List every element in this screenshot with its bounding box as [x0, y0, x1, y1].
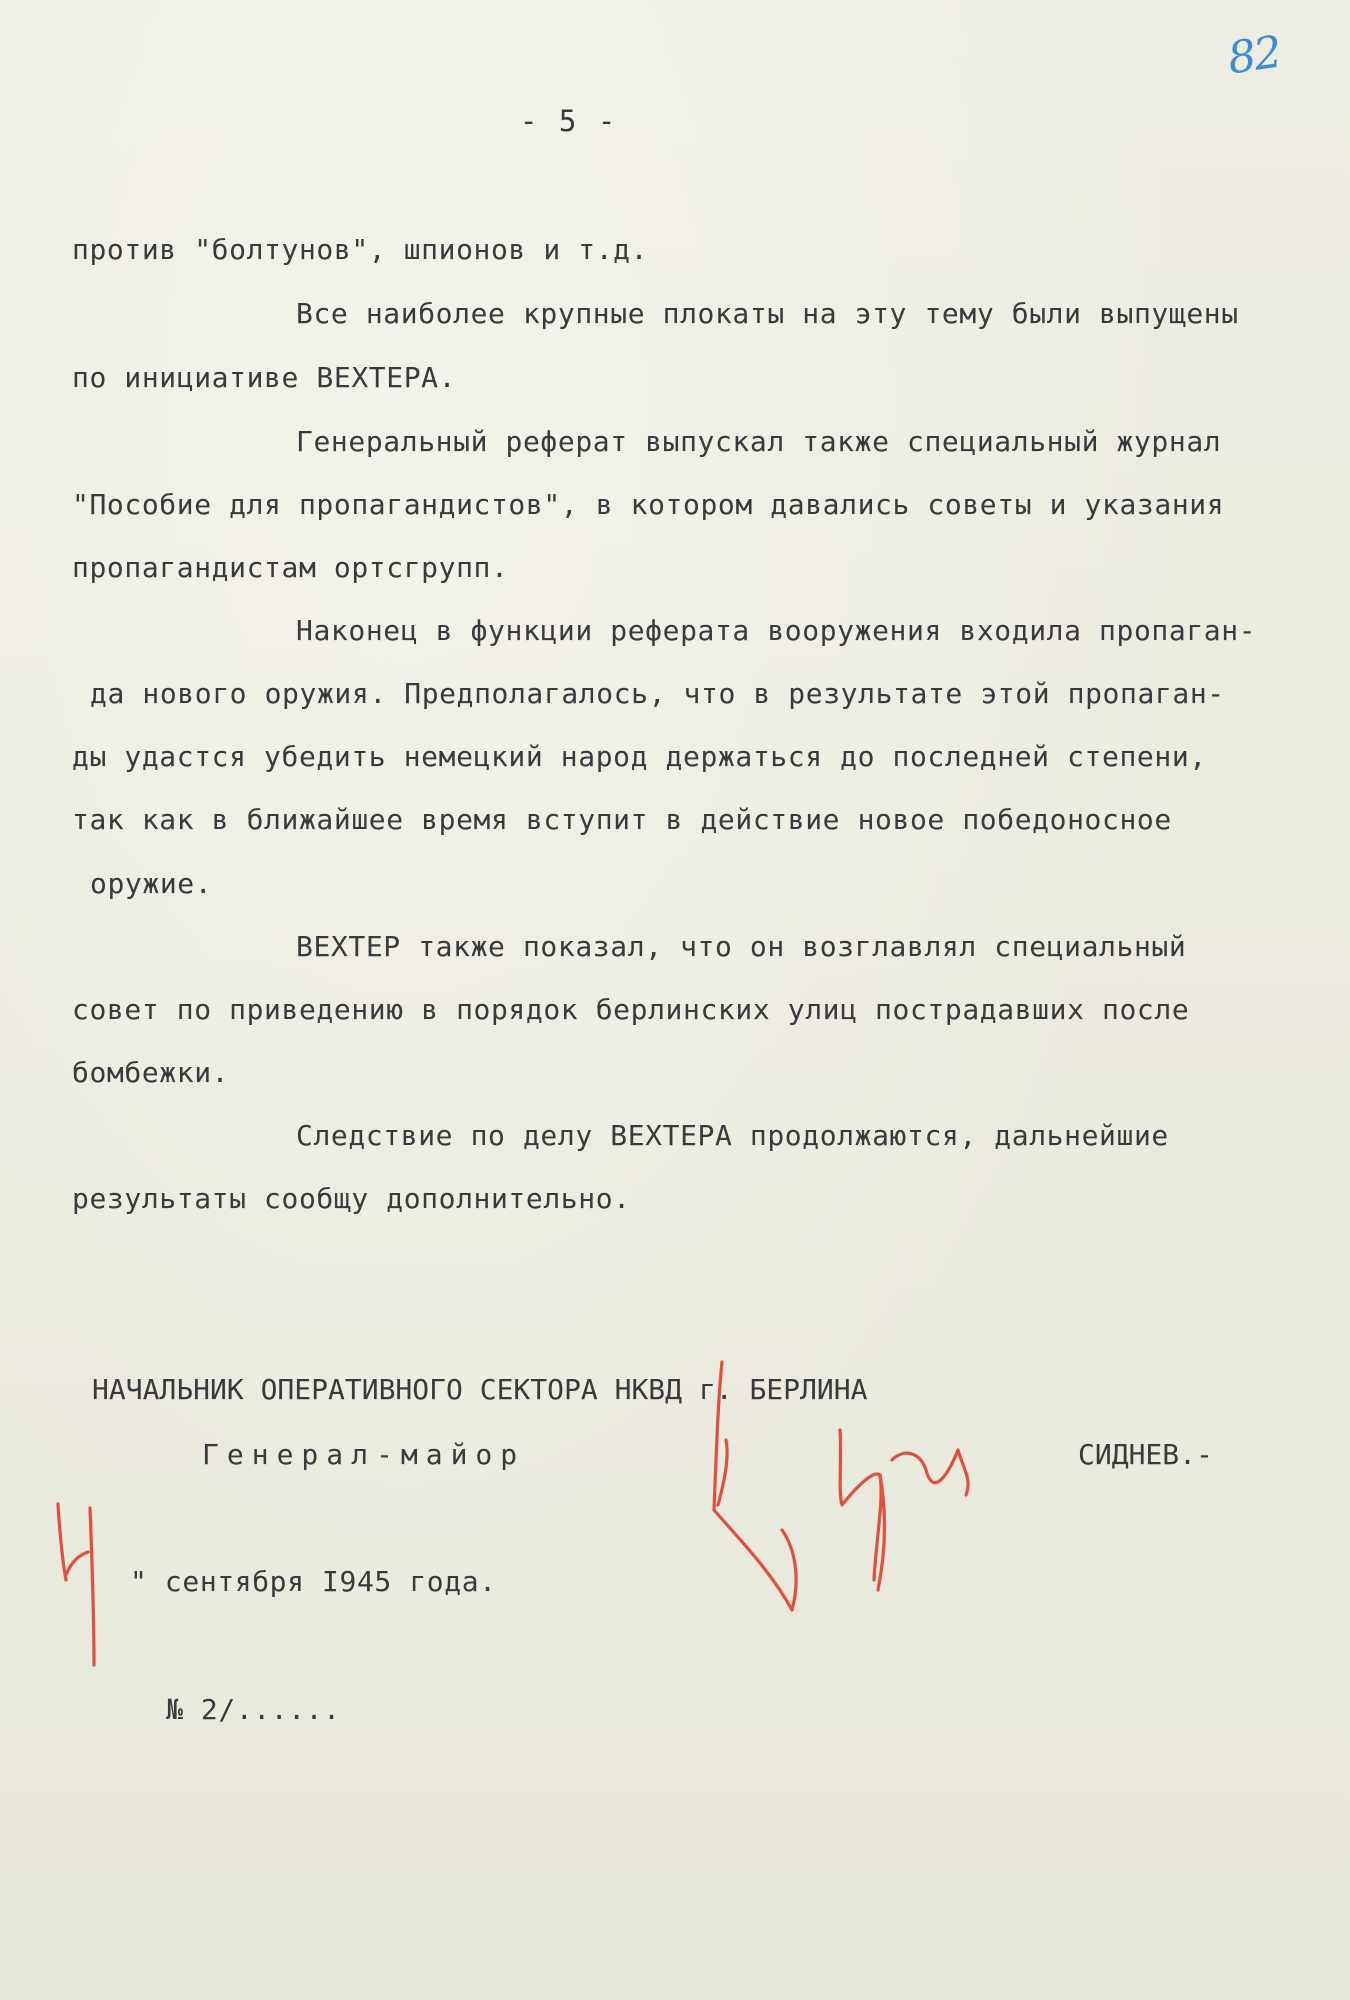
page-number: - 5 -	[520, 104, 618, 138]
body-line: совет по приведению в порядок берлинских улиц пострадавших после	[72, 993, 1190, 1026]
body-line: Наконец в функции реферата вооружения входила пропаган-	[296, 614, 1257, 647]
document-date: " сентября I945 года.	[130, 1565, 497, 1598]
body-line: Все наиболее крупные плокаты на эту тему были выпущены	[296, 297, 1239, 330]
signatory-rank: Генерал-майор	[202, 1438, 526, 1471]
body-line: так как в ближайшее время вступит в действие новое победоносное	[72, 803, 1172, 836]
body-line: Генеральный реферат выпускал также специальный журнал	[296, 425, 1222, 458]
body-line: пропагандистам ортсгрупп.	[72, 551, 509, 584]
archive-folio-number: 82	[1224, 26, 1284, 85]
handwritten-signature	[714, 1362, 968, 1610]
signatory-name: СИДНЕВ.-	[1078, 1438, 1213, 1471]
body-line: результаты сообщу дополнительно.	[72, 1182, 631, 1215]
body-line: да нового оружия. Предполагалось, что в результате этой пропаган-	[90, 677, 1225, 710]
body-line: оружие.	[90, 867, 213, 900]
signatory-position: НАЧАЛЬНИК ОПЕРАТИВНОГО СЕКТОРА НКВД г. БЕРЛИНА	[92, 1373, 868, 1406]
body-line: по инициативе ВЕХТЕРА.	[72, 361, 457, 394]
body-line: бомбежки.	[72, 1056, 230, 1089]
body-line: против "болтунов", шпионов и т.д.	[72, 233, 649, 266]
body-line: ВЕХТЕР также показал, что он возглавлял специальный	[296, 930, 1187, 963]
handwritten-day-mark	[58, 1504, 94, 1665]
body-line: Следствие по делу ВЕХТЕРА продолжаются, дальнейшие	[296, 1119, 1169, 1152]
document-number: № 2/......	[166, 1693, 341, 1726]
body-line: "Пособие для пропагандистов", в котором давались советы и указания	[72, 488, 1225, 521]
body-line: ды удастся убедить немецкий народ держаться до последней степени,	[72, 740, 1207, 773]
